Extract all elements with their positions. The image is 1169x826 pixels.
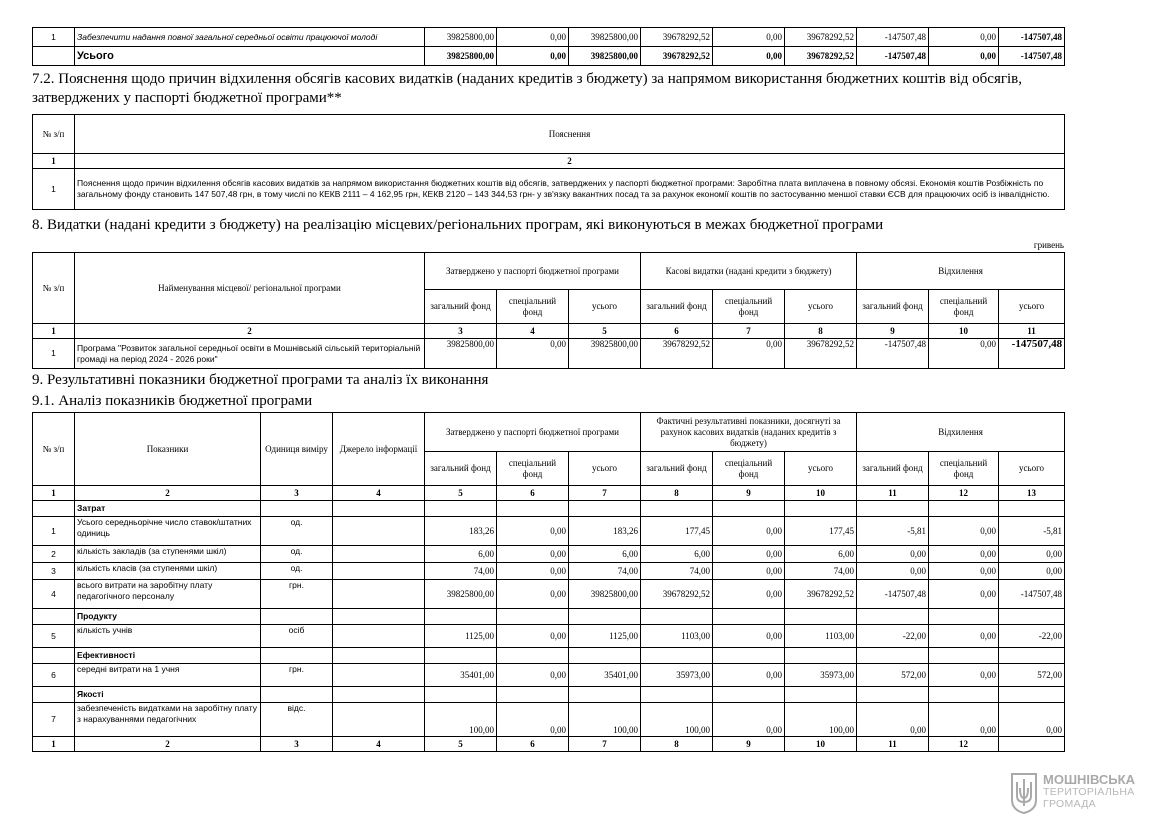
- column-numbers-row: 1 2 3 4 5 6 7 8 9 10 11 12 13: [33, 486, 1065, 501]
- section-9-heading: 9. Результативні показники бюджетної програми та аналіз їх виконання: [32, 372, 489, 388]
- local-programs-table: № з/п Найменування місцевої/ регіональної програми Затверджено у паспорті бюджетної програми Касові видатки (надані кредити з бюджету) Відхилення загальний фонд спеціальний фонд усього загальний фонд спеціальний фонд усього загальний фонд спеціальний фонд усього 1 2 3 4 5 6 7 8 9 10 11 1 Програма "Розвиток загальної середньої освіти в Мошнівській сільській територіальній громаді на період 2024 - 2026 роки" 39825800,00 0,00 39825800,00 39678292,52 0,00 39678292,52 -147507,48 0,00 -147507,48: [32, 252, 1065, 369]
- table-row: 1 Забезпечити надання повної загальної середньої освіти працюючої молоді 39825800,00 0,00 39825800,00 39678292,52 0,00 39678292,52 -147507,48 0,00 -147507,48: [33, 28, 1065, 47]
- table-row: 4 всього витрати на заробітну плату педагогічного персоналу грн. 39825800,00 0,00 39825800,00 39678292,52 0,00 39678292,52 -147507,48 0,00 -147507,48: [33, 580, 1065, 609]
- table-row: 1 Пояснення щодо причин відхилення обсягів касових видатків за напрямом використання бюджетних коштів від обсягів, затверджених у паспорті бюджетної програми: Заробітна плата виплачена в повному обсязі. Економія коштів Розбіжність по загальному фонду становить 147 507,48 грн, в тому числі по КЕКВ 2111 – 4 162,95 грн, КЕКВ 2120 – 143 344,53 грн- у зв'язку вакантних посад та за рахунок економії коштів по застосуванню меншої ставки ЄСВ для працюючих осіб із інвалідністю.: [33, 169, 1065, 210]
- total-row: Усього 39825800,00 0,00 39825800,00 39678292,52 0,00 39678292,52 -147507,48 0,00 -147507,48: [33, 47, 1065, 66]
- column-numbers-row: 1 2: [33, 154, 1065, 169]
- column-numbers-footer-row: 1 2 3 4 5 6 7 8 9 10 11 12: [33, 737, 1065, 752]
- table-header: № з/п Пояснення: [33, 115, 1065, 154]
- group-row-zatrat: Затрат: [33, 501, 1065, 517]
- group-row-yakosti: Якості: [33, 687, 1065, 703]
- table-row: 5 кількість учнів осіб 1125,00 0,00 1125,00 1103,00 0,00 1103,00 -22,00 0,00 -22,00: [33, 625, 1065, 648]
- table-row: 2 кількість закладів (за ступенями шкіл) од. 6,00 0,00 6,00 6,00 0,00 6,00 0,00 0,00 0,00: [33, 546, 1065, 563]
- indicators-table: № з/п Показники Одиниця виміру Джерело інформації Затверджено у паспорті бюджетної програми Фактичні результативні показники, досягнуті за рахунок касових видатків (наданих кредитів з бюджету) Відхилення загальний фонд спеціальний фонд усього загальний фонд спеціальний фонд усього загальний фонд спеціальний фонд усього 1 2 3 4 5 6 7 8 9 10 11 12 13 Затрат 1 Усього середньорічне число ставок/штатних одиниць од. 183,26 0,00 183,26 177,45 0,00 177,45 -5,81 0,00 -5,81 2 кількість закладів (за ступенями шкіл) од. 6,00 0,00 6,00 6,00 0,00 6,00 0,00 0,00 0,00 3 кількість класів (за ступенями шкіл) од. 74,00 0,00 74,00 74,00 0,00 74,00 0,00 0,00 0,00 4 всього витрати на заробітну плату педагогічного персоналу грн. 39825800,00 0,00 39825800,00 39678292,52 0,00 39678292,52 -147507,48 0,00 -147507,48 Продукту 5 кількість учнів осіб 1125,00 0,00 1125,00 1103,00 0,00 1103,00 -22,00 0,00 -22,00 Ефективності 6 середні витрати на 1 учня грн. 35401,00 0,00 35401,00 35973,00 0,00 35973,00 572,00 0,00 572,00 Якості 7 забезпеченість видатками на заробітну плату з нарахуваннями педагогічних відс. 100,00 0,00 100,00 100,00 0,00 100,00 0,00 0,00 0,00 1 2 3 4 5 6 7 8 9 10 11 12: [32, 412, 1065, 752]
- section-7-2-heading: 7.2. Пояснення щодо причин відхилення обсягів касових видатків (наданих кредитів з бюджету) за напрямом використання бюджетних коштів від обсягів, затверджених у паспорті бюджетної програми**: [32, 71, 1022, 106]
- table-row: 1 Програма "Розвиток загальної середньої освіти в Мошнівській сільській територіальній громаді на період 2024 - 2026 роки" 39825800,00 0,00 39825800,00 39678292,52 0,00 39678292,52 -147507,48 0,00 -147507,48: [33, 339, 1065, 369]
- currency-unit: гривень: [1033, 240, 1064, 250]
- trident-emblem-icon: [1010, 772, 1038, 814]
- expenditures-table: [32, 27, 1065, 66]
- section-9-1-heading: 9.1. Аналіз показників бюджетної програми: [32, 393, 313, 409]
- group-row-efektyvnosti: Ефективності: [33, 648, 1065, 664]
- table-row: 7 забезпеченість видатками на заробітну плату з нарахуваннями педагогічних відс. 100,00 0,00 100,00 100,00 0,00 100,00 0,00 0,00 0,00: [33, 703, 1065, 737]
- table-row: 6 середні витрати на 1 учня грн. 35401,00 0,00 35401,00 35973,00 0,00 35973,00 572,00 0,00 572,00: [33, 664, 1065, 687]
- section-8-heading: 8. Видатки (надані кредити з бюджету) на реалізацію місцевих/регіональних програм, які виконуються в межах бюджетної програми: [32, 217, 884, 233]
- document-page: [32, 27, 1064, 752]
- group-row-produkt: Продукту: [33, 609, 1065, 625]
- community-logo: МОШНІВСЬКА ТЕРИТОРІАЛЬНА ГРОМАДА: [1010, 772, 1160, 818]
- column-numbers-row: 1 2 3 4 5 6 7 8 9 10 11: [33, 324, 1065, 339]
- table-row: 3 кількість класів (за ступенями шкіл) од. 74,00 0,00 74,00 74,00 0,00 74,00 0,00 0,00 0,00: [33, 563, 1065, 580]
- table-row: 1 Усього середньорічне число ставок/штатних одиниць од. 183,26 0,00 183,26 177,45 0,00 177,45 -5,81 0,00 -5,81: [33, 517, 1065, 546]
- explanation-table: [32, 114, 1065, 210]
